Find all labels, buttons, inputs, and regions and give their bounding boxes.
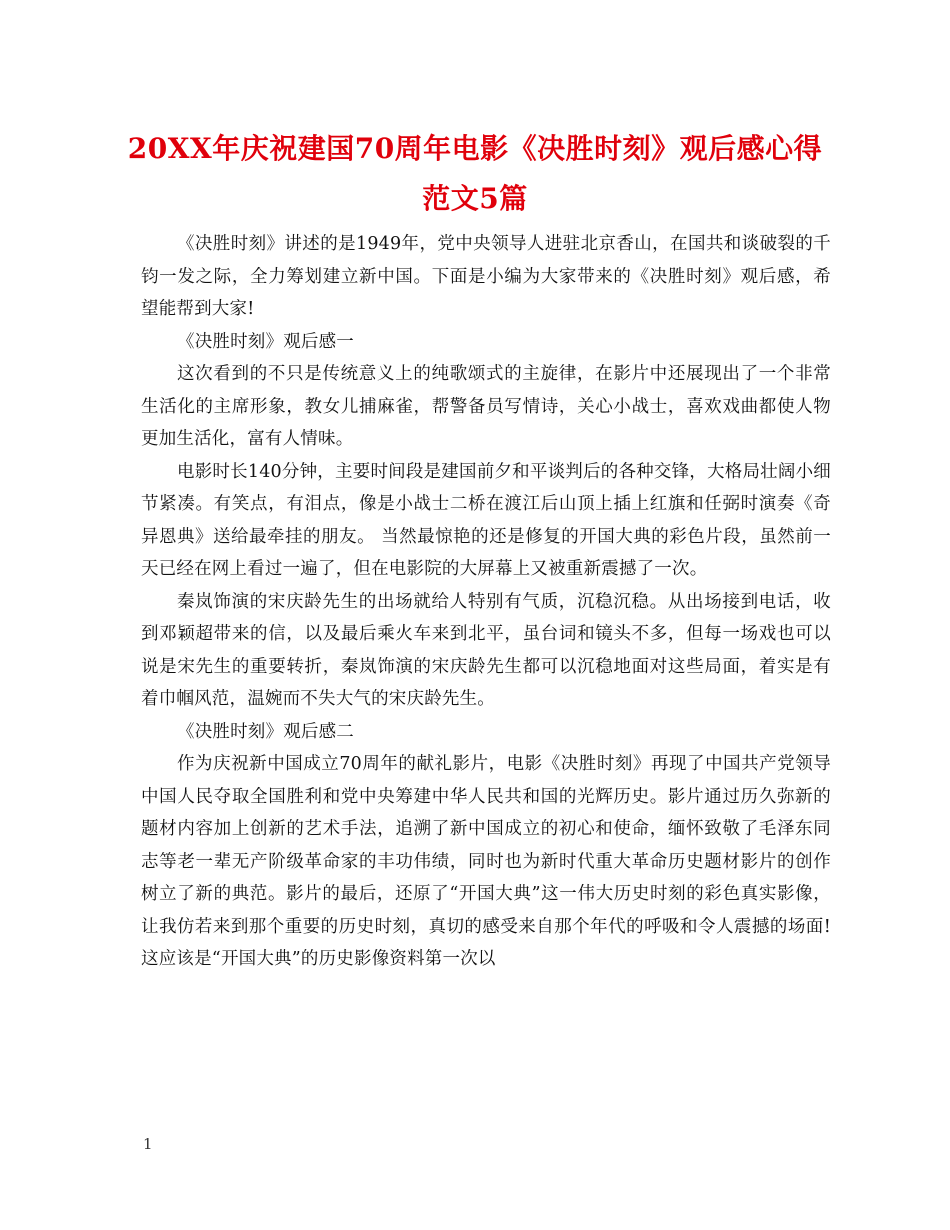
body-paragraph: 电影时长140分钟，主要时间段是建国前夕和平谈判后的各种交锋，大格局壮阔小细节紧凑。有笑点，有泪点，像是小战士二桥在渡江后山顶上插上红旗和任弼时演奏《奇异恩典》送给最牵挂的朋友。 当然最惊艳的还是修复的开国大典的彩色片段，虽然前一天已经在网上看过一遍了，但在电影院的大屏幕上又被重新震撼了一次。 (141, 461, 831, 579)
body-paragraph: 这次看到的不只是传统意义上的纯歌颂式的主旋律，在影片中还展现出了一个非常生活化的主席形象，教女儿捕麻雀，帮警备员写情诗，关心小战士，喜欢戏曲都使人物更加生活化，富有人情味。 (141, 364, 831, 449)
document-body (141, 228, 831, 976)
document-title-line-2: 范文5篇 (422, 182, 528, 215)
section-heading-1: 《决胜时刻》观后感一 (177, 331, 354, 352)
section-heading-2: 《决胜时刻》观后感二 (177, 721, 354, 742)
body-paragraph: 作为庆祝新中国成立70周年的献礼影片，电影《决胜时刻》再现了中国共产党领导中国人民夺取全国胜利和党中央筹建中华人民共和国的光辉历史。影片通过历久弥新的题材内容加上创新的艺术手法，追溯了新中国成立的初心和使命，缅怀致敬了毛泽东同志等老一辈无产阶级革命家的丰功伟绩，同时也为新时代重大革命历史题材影片的创作树立了新的典范。影片的最后，还原了“开国大典”这一伟大历史时刻的彩色真实影像，让我仿若来到那个重要的历史时刻，真切的感受来自那个年代的呼吸和令人震撼的场面!这应该是“开国大典”的历史影像资料第一次以 (141, 754, 831, 969)
document-title-line-1: 20XX年庆祝建国70周年电影《决胜时刻》观后感心得 (127, 132, 823, 165)
intro-paragraph: 《决胜时刻》讲述的是1949年，党中央领导人进驻北京香山，在国共和谈破裂的千钧一发之际，全力筹划建立新中国。下面是小编为大家带来的《决胜时刻》观后感，希望能帮到大家! (141, 234, 831, 319)
page-number: 1 (143, 1135, 153, 1153)
body-paragraph: 秦岚饰演的宋庆龄先生的出场就给人特别有气质，沉稳沉稳。从出场接到电话，收到邓颖超带来的信，以及最后乘火车来到北平，虽台词和镜头不多，但每一场戏也可以说是宋先生的重要转折，秦岚饰演的宋庆龄先生都可以沉稳地面对这些局面，着实是有着巾帼风范，温婉而不失大气的宋庆龄先生。 (141, 591, 831, 709)
